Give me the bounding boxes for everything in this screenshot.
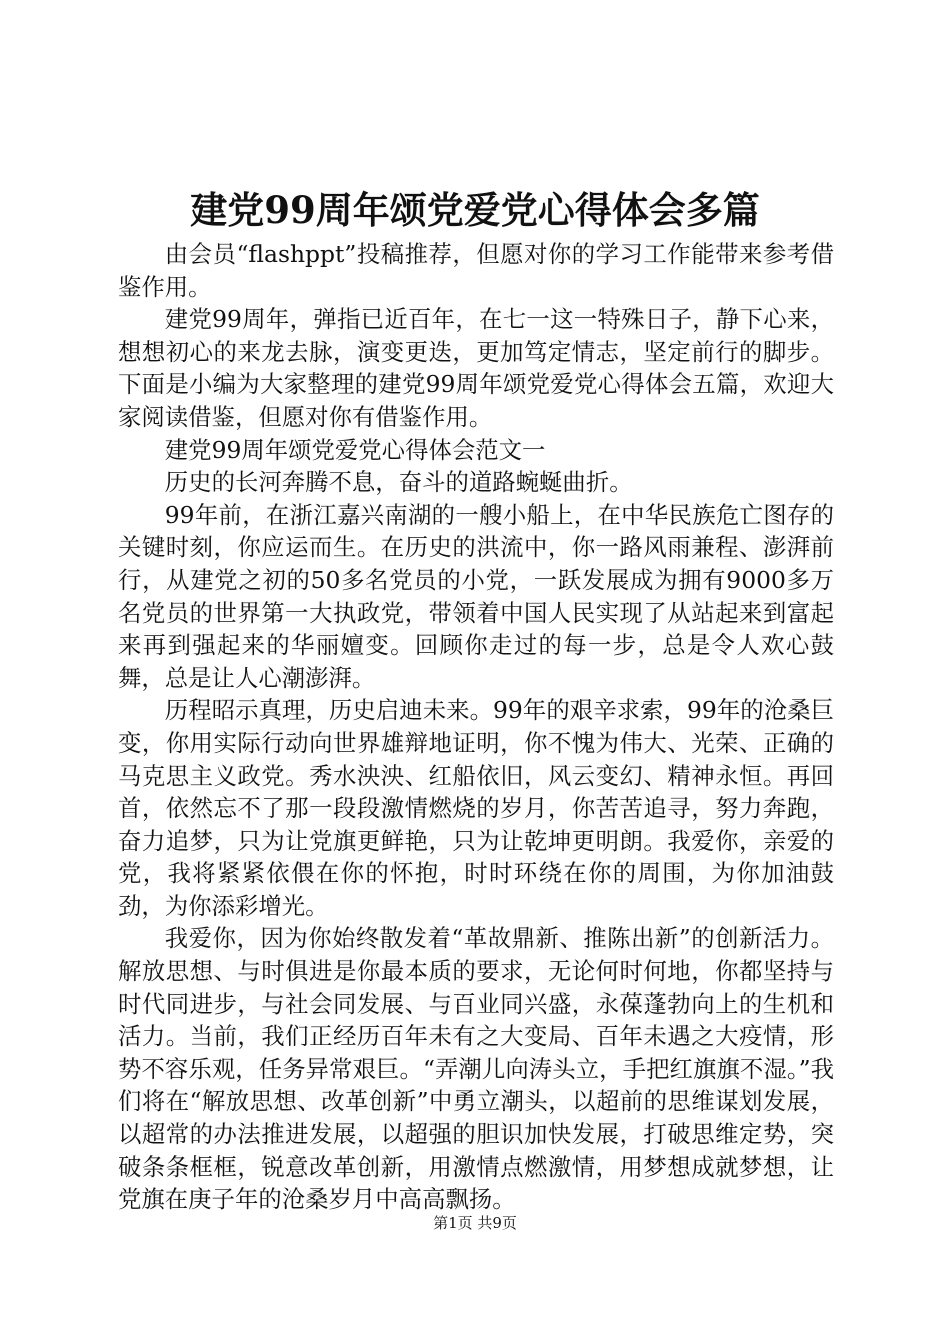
paragraph-intro: 由会员“flashppt”投稿推荐，但愿对你的学习工作能带来参考借鉴作用。 [118,240,834,301]
document-title: 建党99周年颂党爱党心得体会多篇 [190,188,760,232]
paragraph: 我爱你，因为你始终散发着“革故鼎新、推陈出新”的创新活力。解放思想、与时俱进是你最本质的要求，无论何时何地，你都坚持与时代同进步，与社会同发展、与百业同兴盛，永葆蓬勃向上的生机和活力。当前，我们正经历百年未有之大变局、百年未遇之大疫情，形势不容乐观，任务异常艰巨。“弄潮儿向涛头立，手把红旗旗不湿。”我们将在“解放思想、改革创新”中勇立潮头，以超前的思维谋划发展，以超常的办法推进发展，以超强的胆识加快发展，打破思维定势，突破条条框框，锐意改革创新，用激情点燃激情，用梦想成就梦想，让党旗在庚子年的沧桑岁月中高高飘扬。 [118,924,834,1214]
paragraph: 历程昭示真理，历史启迪未来。99年的艰辛求索，99年的沧桑巨变，你用实际行动向世界雄辩地证明，你不愧为伟大、光荣、正确的马克思主义政党。秀水泱泱、红船依旧，风云变幻、精神永恒。再回首，依然忘不了那一段段激情燃烧的岁月，你苦苦追寻，努力奔跑，奋力追梦，只为让党旗更鲜艳，只为让乾坤更明朗。我爱你，亲爱的党，我将紧紧依偎在你的怀抱，时时环绕在你的周围，为你加油鼓劲，为你添彩增光。 [118,696,834,920]
paragraph: 历史的长河奔腾不息，奋斗的道路蜿蜒曲折。 [164,468,633,497]
section-heading: 建党99周年颂党爱党心得体会范文一 [164,435,546,464]
document-body [118,238,834,1216]
paragraph: 99年前，在浙江嘉兴南湖的一艘小船上，在中华民族危亡图存的关键时刻，你应运而生。在历史的洪流中，你一路风雨兼程、澎湃前行，从建党之初的50多名党员的小党，一跃发展成为拥有9000多万名党员的世界第一大执政党，带领着中国人民实现了从站起来到富起来再到强起来的华丽嬗变。回顾你走过的每一步，总是令人欢心鼓舞，总是让人心潮澎湃。 [118,500,834,692]
page-footer: 第1页 共9页 [433,1214,517,1232]
paragraph-preface: 建党99周年，弹指已近百年，在七一这一特殊日子，静下心来，想想初心的来龙去脉，演变更迭，更加笃定情志，坚定前行的脚步。下面是小编为大家整理的建党99周年颂党爱党心得体会五篇，欢迎大家阅读借鉴，但愿对你有借鉴作用。 [118,305,834,431]
